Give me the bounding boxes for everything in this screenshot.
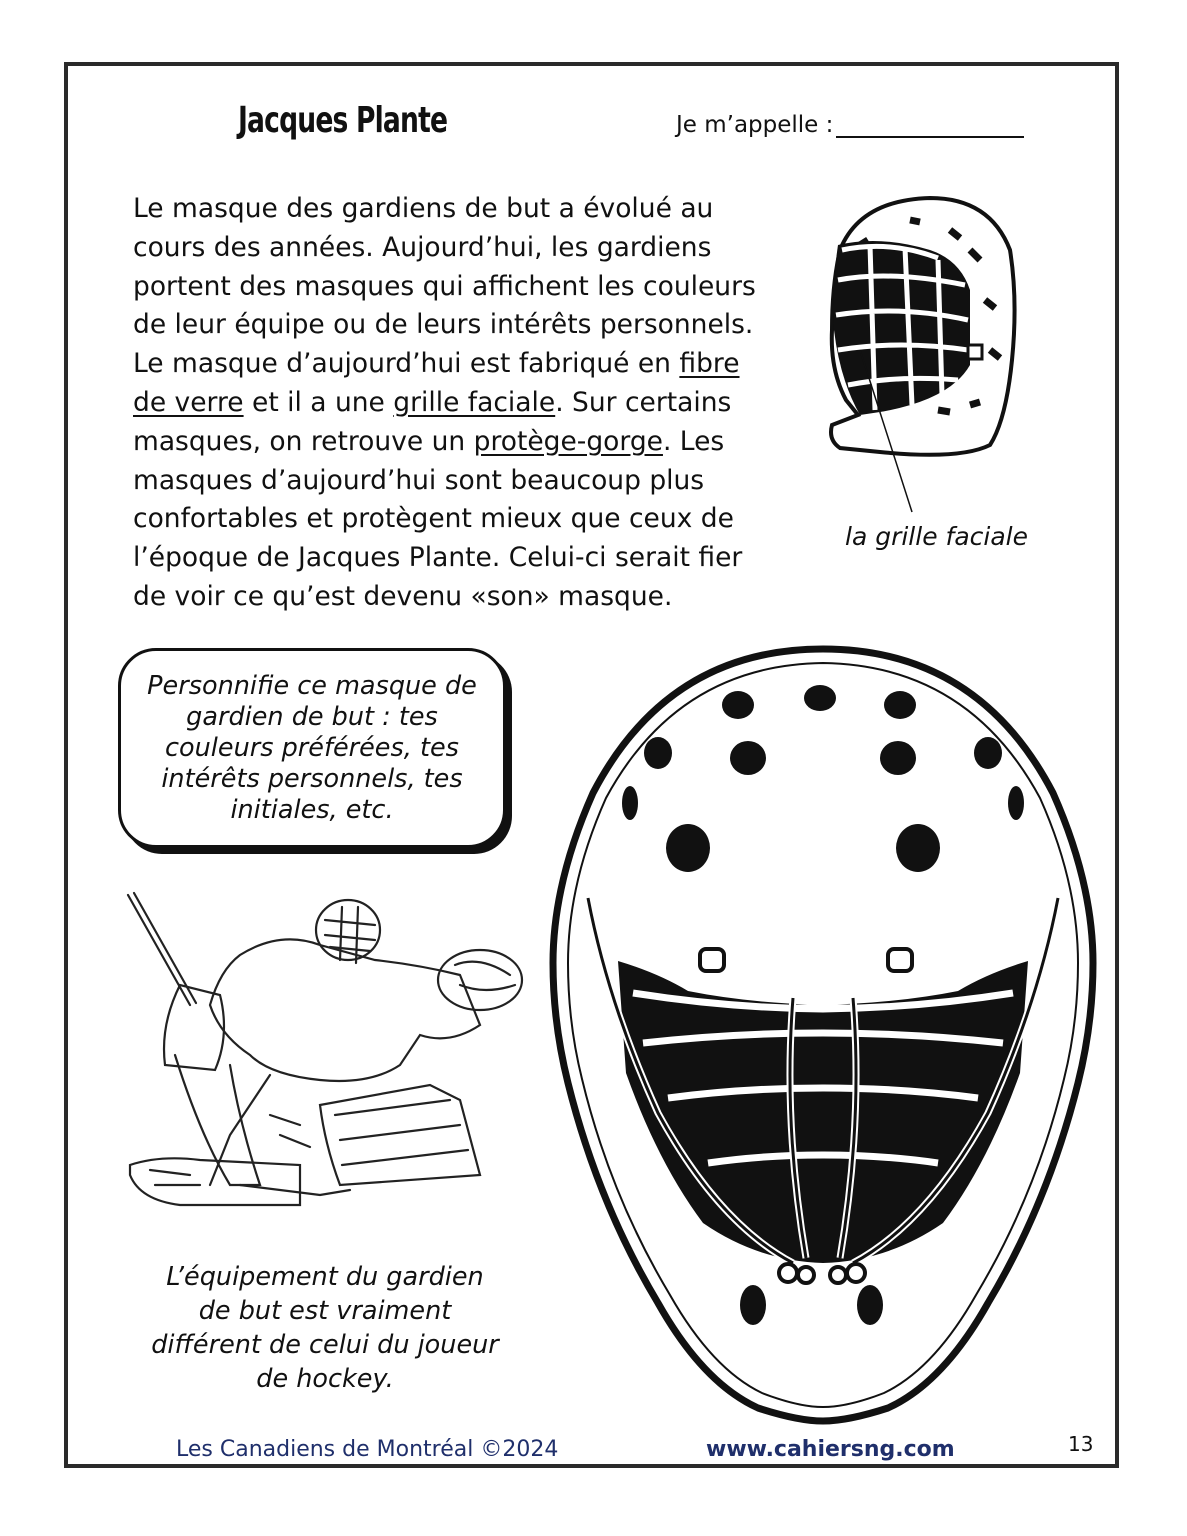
term-fibre-de-verre: fibre de verre bbox=[133, 348, 740, 418]
paragraph-text: Le masque des gardiens de but a évolué au cours des années. Aujourd’hui, les gardiens portent des masques qui affichent les couleurs de leur équipe ou de leurs intérêts personnels. Le masque d’aujourd’hui est fabriqué en bbox=[133, 193, 756, 380]
name-label: Je m’appelle : bbox=[676, 112, 834, 138]
page-title: Jacques Plante bbox=[238, 100, 448, 141]
paragraph-text: et il a une bbox=[243, 386, 394, 418]
footer-url-link[interactable]: www.cahiersng.com bbox=[706, 1437, 955, 1462]
goalie-helmet-side-icon bbox=[820, 190, 1020, 520]
name-blank-line[interactable] bbox=[836, 136, 1024, 138]
page-number: 13 bbox=[1068, 1432, 1094, 1456]
intro-paragraph bbox=[133, 190, 773, 617]
hockey-goalie-sketch-icon bbox=[120, 885, 530, 1215]
term-grille-faciale: grille faciale bbox=[393, 386, 556, 418]
grille-caption: la grille faciale bbox=[845, 522, 1028, 551]
term-protege-gorge: protège-gorge bbox=[473, 425, 663, 457]
paragraph-text: . Sur certains masques, on retrouve un bbox=[133, 386, 732, 457]
paragraph-text: . Les masques d’aujourd’hui sont beaucoup plus confortables et protègent mieux que ceux de l’époque de Jacques Plante. Celui-ci serait fier de voir ce qu’est devenu «son» masque. bbox=[133, 425, 743, 612]
footer-copyright: Les Canadiens de Montréal ©2024 bbox=[176, 1437, 559, 1462]
goalie-mask-front-icon[interactable] bbox=[548, 643, 1098, 1423]
instruction-text: Personnifie ce masque de gardien de but : tes couleurs préférées, tes intérêts personnels, tes initiales, etc. bbox=[147, 671, 477, 825]
goalie-caption: L’équipement du gardien de but est vraiment différent de celui du joueur de hockey. bbox=[151, 1262, 499, 1394]
